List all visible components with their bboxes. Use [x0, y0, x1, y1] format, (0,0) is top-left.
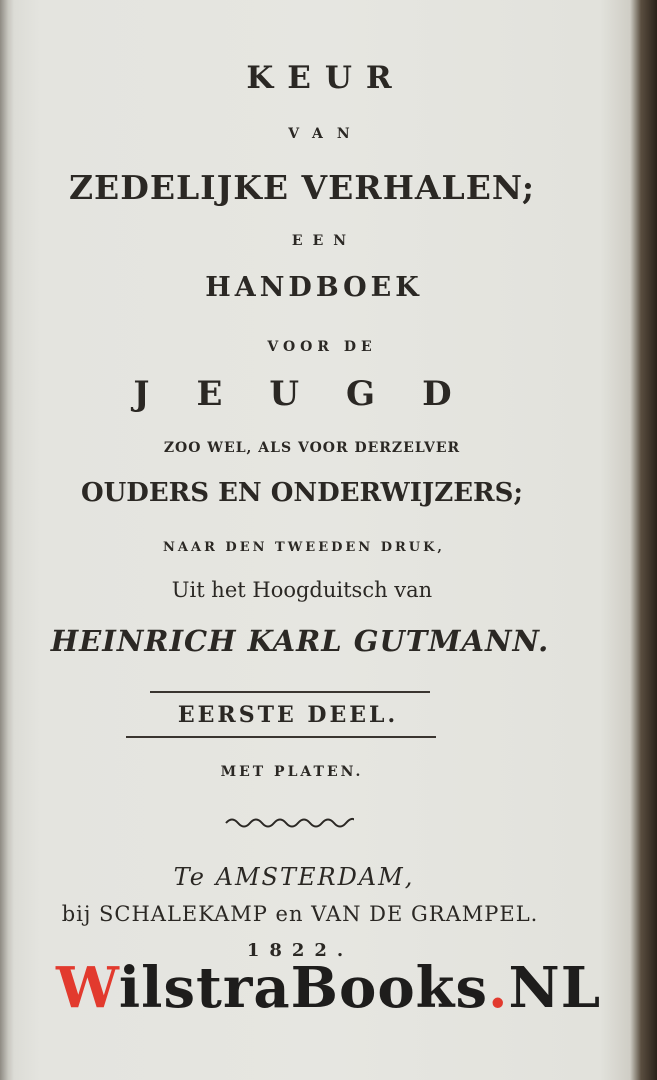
title-van: VAN: [288, 126, 364, 142]
watermark-nl: NL: [508, 955, 602, 1021]
title-een: EEN: [291, 233, 357, 249]
imprint-year: 1822.: [246, 940, 354, 961]
title-ouders: OUDERS EN ONDERWIJZERS;: [80, 478, 523, 508]
divider-rule-bottom: [126, 736, 436, 738]
watermark-dot: .: [488, 955, 509, 1021]
wilstrabooks-watermark: [56, 955, 601, 1021]
watermark-w: W: [56, 955, 119, 1021]
title-jeugd: JEUGD: [133, 374, 499, 414]
imprint-place: Te AMSTERDAM,: [173, 863, 415, 891]
title-keur: KEUR: [246, 60, 406, 96]
ornament-flourish: [224, 814, 354, 830]
divider-rule-top: [150, 691, 430, 693]
imprint-publisher: bij SCHALEKAMP en VAN DE GRAMPEL.: [61, 902, 539, 926]
volume-label: EERSTE DEEL.: [177, 702, 399, 728]
title-zedelijke-verhalen: ZEDELIJKE VERHALEN;: [68, 168, 536, 207]
translation-line: Uit het Hoogduitsch van: [171, 578, 433, 602]
title-voor-de: VOOR DE: [267, 339, 377, 355]
title-handboek: HANDBOEK: [205, 272, 423, 303]
watermark-ilstrabooks: ilstraBooks: [118, 955, 488, 1021]
title-zoo-wel: ZOO WEL, ALS VOOR DERZELVER: [163, 440, 461, 456]
plates-note: MET PLATEN.: [220, 764, 364, 780]
edition-line: NAAR DEN TWEEDEN DRUK,: [163, 540, 445, 555]
author-name: HEINRICH KARL GUTMANN.: [50, 624, 550, 658]
